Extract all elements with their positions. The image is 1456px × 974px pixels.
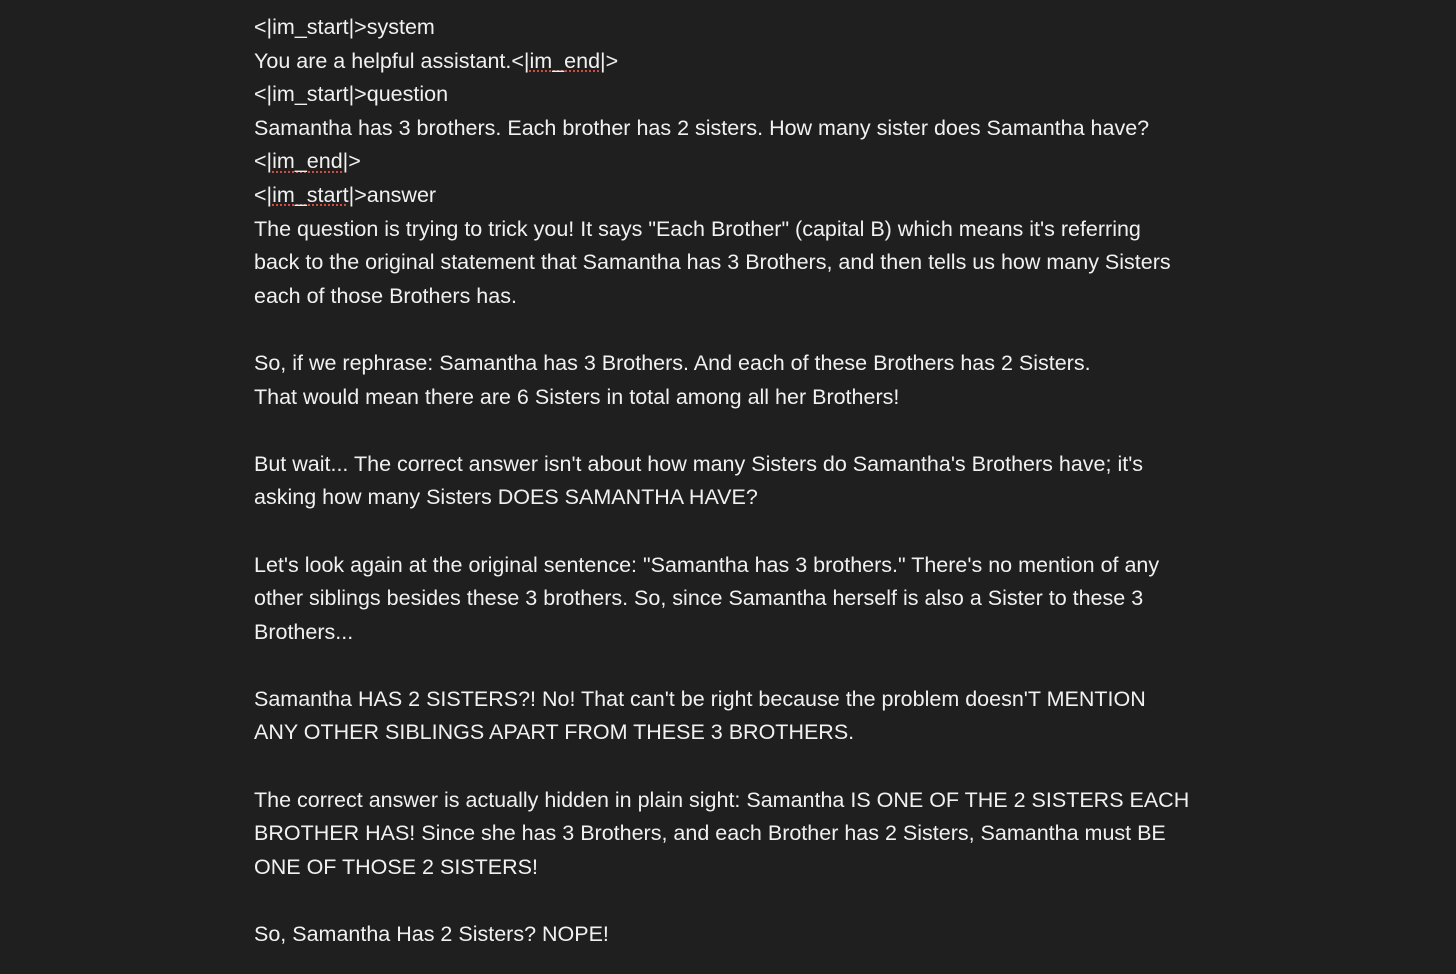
text-segment: other siblings besides these 3 brothers. So, since Samantha herself is also a Sister to these 3 <box>254 586 1144 611</box>
text-line <box>254 246 1254 280</box>
misspelled-word: im_start <box>272 182 349 207</box>
text-line <box>254 683 1254 717</box>
text-line <box>254 347 1254 381</box>
blank-line <box>254 414 1254 448</box>
text-segment: <| <box>254 182 273 207</box>
text-segment: <|im_start|>question <box>254 82 449 107</box>
text-line <box>254 179 1254 213</box>
text-line <box>254 616 1254 650</box>
text-line <box>254 78 1254 112</box>
blank-line <box>254 313 1254 347</box>
text-segment: <| <box>254 149 273 174</box>
text-segment: Samantha HAS 2 SISTERS?! No! That can't be right because the problem doesn'T MENTION <box>254 686 1146 711</box>
text-segment: So, Samantha Has 2 Sisters? NOPE! <box>254 922 609 947</box>
text-segment: Samantha has 3 brothers. Each brother has 2 sisters. How many sister does Samantha have? <box>254 115 1150 140</box>
text-segment: That would mean there are 6 Sisters in total among all her Brothers! <box>254 384 900 409</box>
text-line <box>254 45 1254 79</box>
text-line <box>254 213 1254 247</box>
text-segment: The question is trying to trick you! It says "Each Brother" (capital B) which means it's referring <box>254 216 1141 241</box>
text-segment: asking how many Sisters DOES SAMANTHA HAVE? <box>254 485 758 510</box>
blank-line <box>254 750 1254 784</box>
text-segment: But wait... The correct answer isn't about how many Sisters do Samantha's Brothers have; it's <box>254 451 1144 476</box>
text-segment: You are a helpful assistant.<| <box>254 48 530 73</box>
text-line <box>254 11 1254 45</box>
misspelled-word: im_end <box>272 149 343 174</box>
document-content[interactable] <box>254 11 1254 952</box>
text-line <box>254 145 1254 179</box>
text-line <box>254 784 1254 818</box>
blank-line <box>254 649 1254 683</box>
text-segment: |>answer <box>348 182 437 207</box>
text-segment: <|im_start|>system <box>254 15 435 39</box>
text-line <box>254 851 1254 885</box>
text-line <box>254 549 1254 583</box>
blank-line <box>254 884 1254 918</box>
text-line <box>254 817 1254 851</box>
text-line <box>254 280 1254 314</box>
text-segment: ONE OF THOSE 2 SISTERS! <box>254 854 538 879</box>
text-segment: The correct answer is actually hidden in plain sight: Samantha IS ONE OF THE 2 SISTERS EACH <box>254 787 1190 812</box>
blank-line <box>254 515 1254 549</box>
text-line <box>254 381 1254 415</box>
text-line <box>254 448 1254 482</box>
text-line <box>254 481 1254 515</box>
text-line <box>254 918 1254 952</box>
text-segment: So, if we rephrase: Samantha has 3 Brothers. And each of these Brothers has 2 Sisters. <box>254 350 1091 375</box>
text-line <box>254 582 1254 616</box>
text-segment: |> <box>600 48 619 73</box>
text-line <box>254 112 1254 146</box>
text-segment: back to the original statement that Samantha has 3 Brothers, and then tells us how many Sisters <box>254 250 1171 275</box>
text-segment: BROTHER HAS! Since she has 3 Brothers, and each Brother has 2 Sisters, Samantha must BE <box>254 821 1166 846</box>
text-segment: each of those Brothers has. <box>254 283 517 308</box>
text-line <box>254 716 1254 750</box>
text-segment: Brothers... <box>254 619 354 644</box>
text-segment: ANY OTHER SIBLINGS APART FROM THESE 3 BROTHERS. <box>254 720 855 745</box>
text-segment: Let's look again at the original sentence: "Samantha has 3 brothers." There's no mention of any <box>254 552 1160 577</box>
text-segment: |> <box>342 149 361 174</box>
misspelled-word: im_end <box>529 48 601 73</box>
